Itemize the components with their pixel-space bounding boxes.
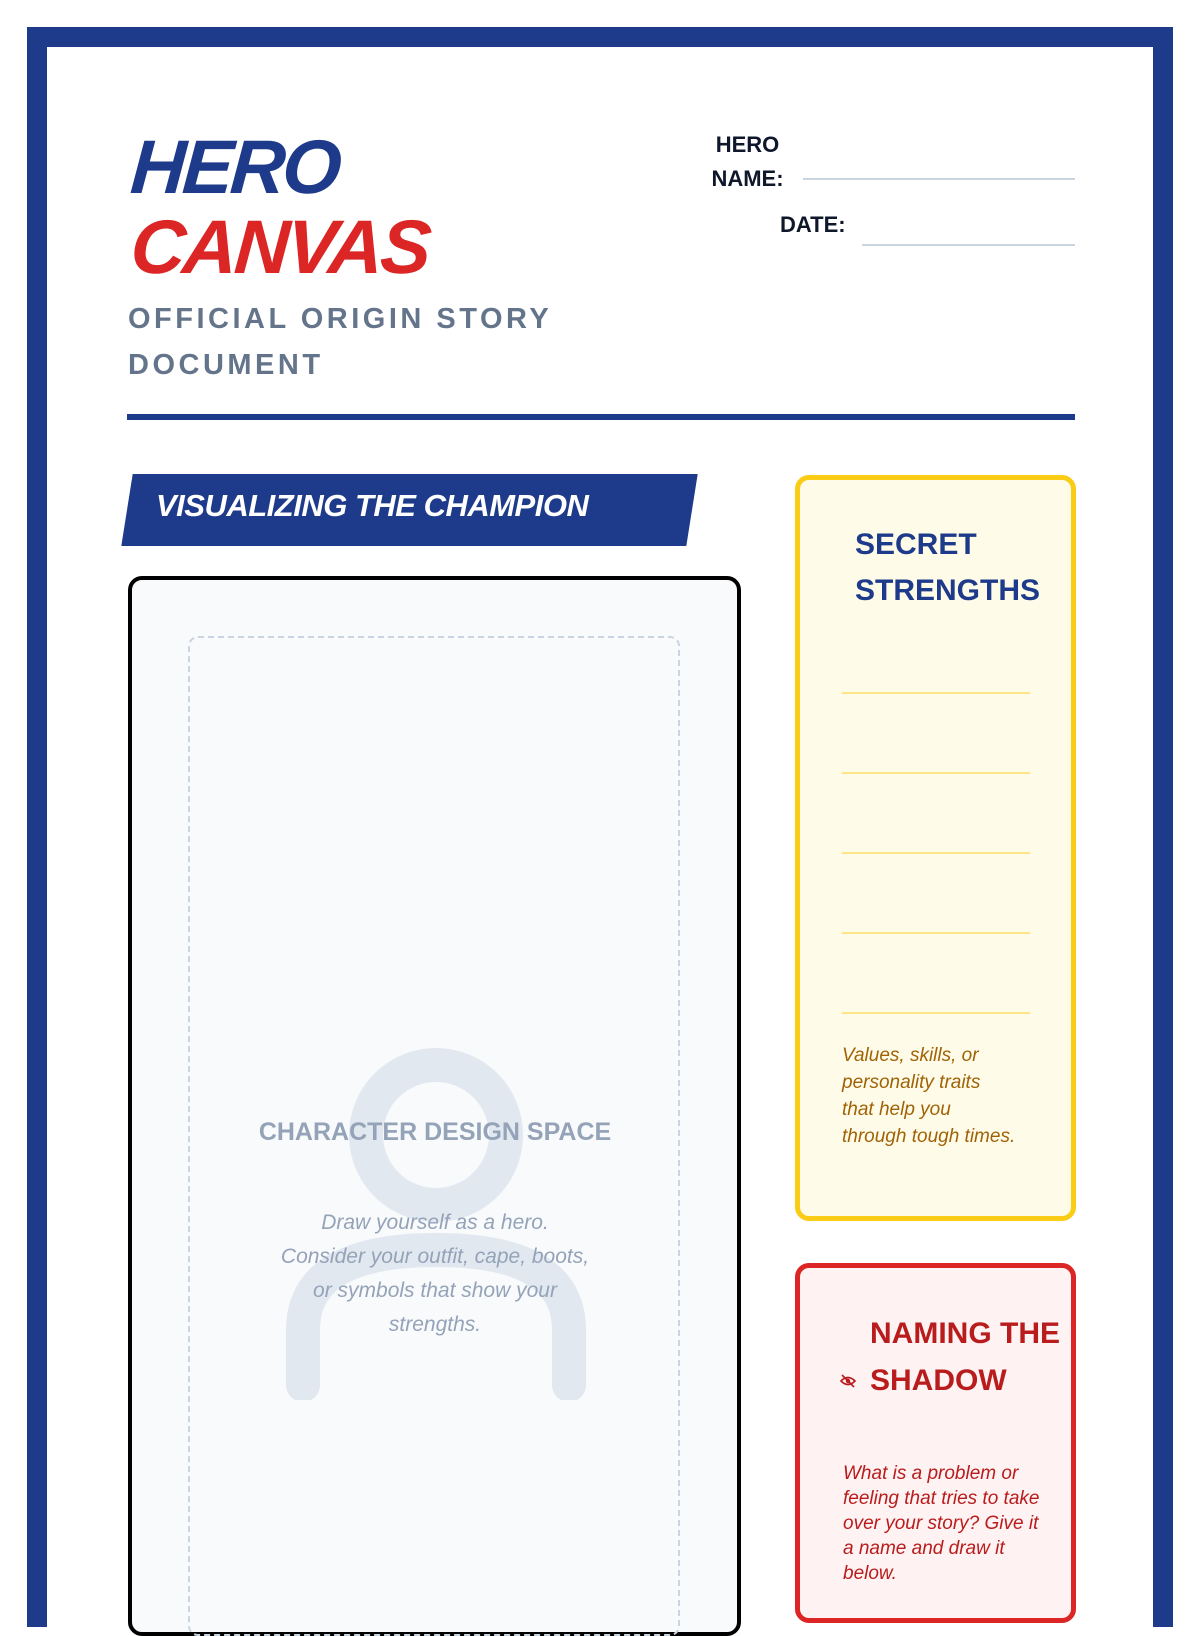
document-subtitle: OFFICIAL ORIGIN STORY DOCUMENT bbox=[128, 303, 552, 381]
strength-line[interactable] bbox=[842, 932, 1030, 934]
strength-line[interactable] bbox=[842, 692, 1030, 694]
strength-line[interactable] bbox=[842, 1012, 1030, 1014]
section-banner-label: VISUALIZING THE CHAMPION bbox=[156, 488, 589, 523]
naming-the-shadow-title: NAMING THE SHADOW bbox=[870, 1317, 1060, 1397]
naming-the-shadow-description: What is a problem or feeling that tries to take over your story? Give it a name and draw it below. bbox=[843, 1463, 1040, 1584]
secret-strengths-description: Values, skills, or personality traits that help you through tough times. bbox=[842, 1045, 1016, 1147]
header-divider bbox=[127, 414, 1075, 420]
strength-line[interactable] bbox=[842, 852, 1030, 854]
date-field[interactable] bbox=[862, 244, 1075, 246]
character-design-description: Draw yourself as a hero. Consider your outfit, cape, boots, or symbols that show your strengths. bbox=[280, 1211, 590, 1336]
eye-slash-icon bbox=[839, 1372, 857, 1390]
hero-name-label: HERO NAME: bbox=[711, 132, 784, 191]
title-line-canvas: CANVAS bbox=[128, 205, 432, 290]
strength-line[interactable] bbox=[842, 772, 1030, 774]
secret-strengths-title: SECRET STRENGTHS bbox=[855, 528, 1041, 607]
hero-name-field[interactable] bbox=[803, 178, 1075, 180]
date-label: DATE: bbox=[780, 212, 846, 237]
title-line-hero: HERO bbox=[128, 125, 342, 210]
character-design-title: CHARACTER DESIGN SPACE bbox=[258, 1118, 612, 1146]
